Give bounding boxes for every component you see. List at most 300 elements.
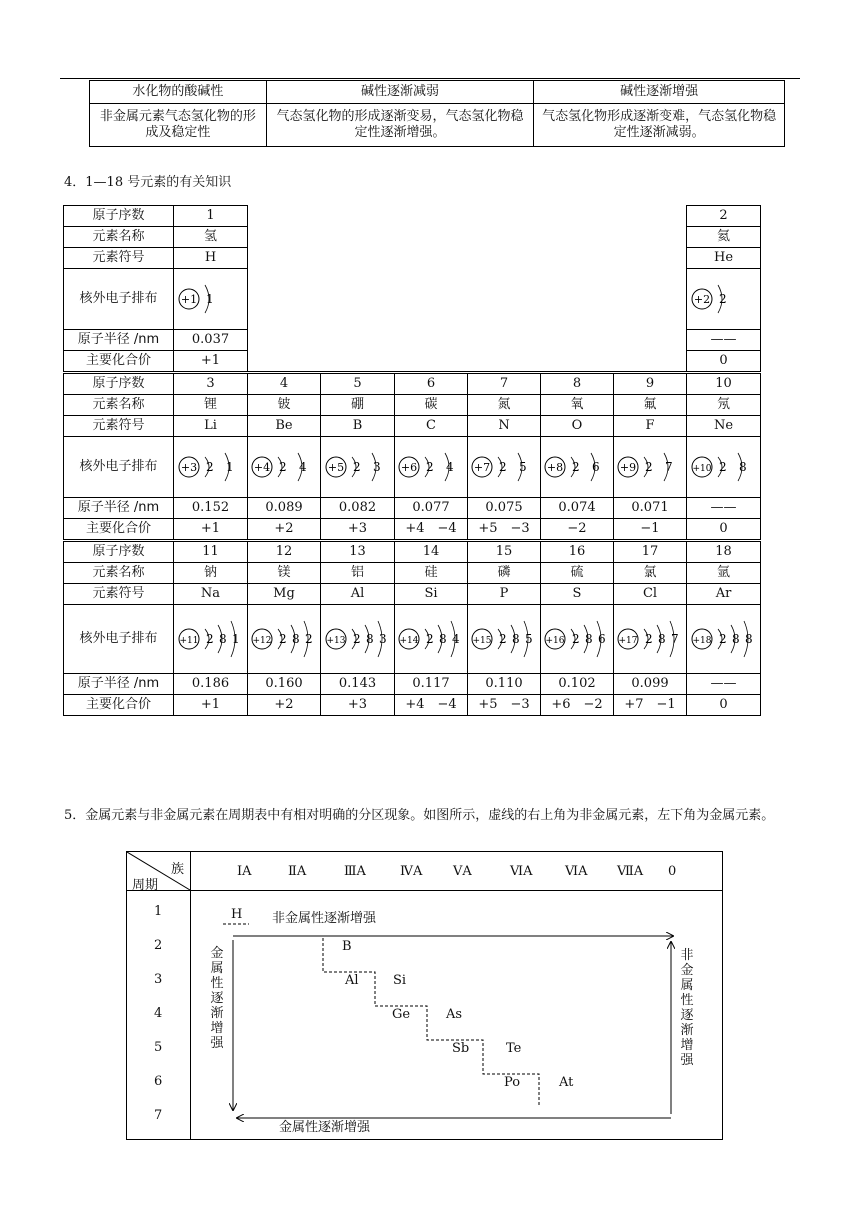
element-Po: Po [504, 1075, 521, 1090]
name-cell: 铝 [321, 563, 395, 584]
period-number: 7 [154, 1108, 163, 1123]
name-cell: 氯 [614, 563, 687, 584]
row-label-config: 核外电子排布 [64, 269, 174, 330]
shell-electron-count: 6 [598, 632, 606, 646]
valence-cell: +1 [174, 519, 248, 541]
group-header: ⅠA [237, 864, 252, 879]
radius-cell: —— [687, 674, 761, 695]
name-cell: 硼 [321, 395, 395, 416]
table-row [64, 227, 761, 248]
shell-electron-count: 2 [572, 632, 580, 646]
shell-electron-count: 3 [372, 460, 381, 474]
table-row [64, 373, 761, 395]
empty-cell [395, 269, 468, 330]
number-cell: 16 [541, 541, 614, 563]
valence-cell: 0 [687, 351, 761, 373]
table-row [64, 519, 761, 541]
table-row [90, 104, 785, 147]
name-cell: 碳 [395, 395, 468, 416]
symbol-cell: C [395, 416, 468, 437]
valence-cell: −2 [541, 519, 614, 541]
radius-cell: 0.075 [468, 498, 541, 519]
empty-cell [468, 269, 541, 330]
shell-electron-count: 2 [718, 292, 727, 306]
table-row [64, 437, 761, 498]
symbol-cell: Cl [614, 584, 687, 605]
shell-electron-count: 1 [205, 292, 214, 306]
nucleus-charge: +6 [400, 461, 418, 474]
radius-cell: 0.071 [614, 498, 687, 519]
number-cell: 4 [248, 373, 321, 395]
electron-config-diagram [616, 438, 684, 496]
electron-config-diagram [324, 610, 392, 668]
symbol-cell: N [468, 416, 541, 437]
valence-cell: +3 [321, 695, 395, 716]
electron-config-diagram [690, 270, 758, 328]
config-cell [687, 437, 761, 498]
empty-cell [614, 227, 687, 248]
empty-cell [395, 330, 468, 351]
valence-cell: +4 −4 [395, 519, 468, 541]
element-H: H [231, 907, 243, 922]
empty-cell [541, 206, 614, 227]
nucleus-charge: +3 [180, 461, 197, 474]
empty-cell [541, 269, 614, 330]
name-cell: 钠 [174, 563, 248, 584]
row-label-symbol: 元素符号 [64, 416, 174, 437]
row-label-radius: 原子半径 /nm [64, 498, 174, 519]
valence-cell: +2 [248, 519, 321, 541]
table-row [64, 584, 761, 605]
symbol-cell: H [174, 248, 248, 269]
config-cell [174, 269, 248, 330]
radius-cell: 0.089 [248, 498, 321, 519]
top-arrow-label: 非金属性逐渐增强 [272, 911, 377, 926]
table-row [64, 330, 761, 351]
table-cell: 气态氢化物的形成逐渐变易，气态氢化物稳定性逐渐增强。 [266, 104, 534, 147]
valence-cell: +5 −3 [468, 695, 541, 716]
config-cell [614, 437, 687, 498]
empty-cell [321, 330, 395, 351]
row-label-symbol: 元素符号 [64, 584, 174, 605]
row-label-valence: 主要化合价 [64, 351, 174, 373]
table-row [90, 81, 785, 104]
symbol-cell: O [541, 416, 614, 437]
table-row [64, 695, 761, 716]
shell-electron-count: 7 [665, 460, 673, 474]
radius-cell: 0.160 [248, 674, 321, 695]
nucleus-charge: +13 [326, 636, 345, 646]
name-cell: 氦 [687, 227, 761, 248]
number-cell: 5 [321, 373, 395, 395]
empty-cell [321, 206, 395, 227]
valence-cell: +1 [174, 351, 248, 373]
element-As: As [446, 1007, 463, 1022]
empty-cell [395, 248, 468, 269]
empty-cell [541, 248, 614, 269]
empty-cell [321, 248, 395, 269]
table-cell: 水化物的酸碱性 [90, 81, 267, 104]
shell-electron-count: 2 [279, 460, 287, 474]
electron-config-diagram [250, 610, 318, 668]
radius-cell: 0.152 [174, 498, 248, 519]
shell-electron-count: 2 [279, 632, 287, 646]
empty-cell [395, 227, 468, 248]
empty-cell [248, 351, 321, 373]
config-cell [248, 605, 321, 674]
empty-cell [541, 351, 614, 373]
table-row [64, 395, 761, 416]
electron-config-diagram [690, 438, 758, 496]
shell-electron-count: 1 [225, 460, 234, 474]
table-cell: 非金属元素气态氢化物的形成及稳定性 [90, 104, 267, 147]
row-label-number: 原子序数 [64, 541, 174, 563]
empty-cell [614, 351, 687, 373]
period-number: 2 [154, 938, 163, 953]
electron-config-diagram [690, 610, 758, 668]
element-B: B [342, 939, 352, 954]
top-table [89, 80, 785, 147]
electron-config-diagram [397, 610, 465, 668]
electron-config-diagram [616, 610, 684, 668]
table-row [64, 498, 761, 519]
nucleus-charge: +2 [693, 293, 710, 306]
table-row [64, 206, 761, 227]
period-number: 5 [154, 1040, 163, 1055]
shell-electron-count: 2 [645, 460, 653, 474]
radius-cell: 0.143 [321, 674, 395, 695]
valence-cell: 0 [687, 695, 761, 716]
number-cell: 7 [468, 373, 541, 395]
table-row [64, 351, 761, 373]
table-row [64, 674, 761, 695]
nucleus-charge: +8 [546, 461, 564, 474]
electron-config-diagram [250, 438, 318, 496]
number-cell: 15 [468, 541, 541, 563]
config-cell [395, 437, 468, 498]
config-cell [541, 605, 614, 674]
shell-electron-count: 2 [499, 632, 507, 646]
shell-electron-count: 1 [231, 632, 240, 646]
table-row [64, 269, 761, 330]
radius-cell: 0.082 [321, 498, 395, 519]
symbol-cell: Al [321, 584, 395, 605]
period-number: 4 [154, 1006, 163, 1021]
number-cell: 6 [395, 373, 468, 395]
name-cell: 硫 [541, 563, 614, 584]
number-cell: 17 [614, 541, 687, 563]
symbol-cell: He [687, 248, 761, 269]
electron-config-diagram [177, 270, 245, 328]
group-header: 0 [668, 864, 677, 879]
row-label-radius: 原子半径 /nm [64, 674, 174, 695]
bottom-arrow-label: 金属性逐渐增强 [279, 1120, 371, 1135]
electron-config-diagram [543, 610, 611, 668]
right-arrow-label: 非金属性逐渐增强 [680, 948, 694, 1068]
radius-cell: 0.037 [174, 330, 248, 351]
element-At: At [559, 1075, 574, 1090]
corner-group-label: 族 [171, 862, 185, 877]
electron-config-diagram [470, 610, 538, 668]
section-5-text: 5．金属元素与非金属元素在周期表中有相对明确的分区现象。如图所示，虚线的右上角为非金属元素，左下角为金属元素。 [64, 808, 775, 823]
radius-cell: 0.186 [174, 674, 248, 695]
empty-cell [468, 248, 541, 269]
name-cell: 硅 [395, 563, 468, 584]
nucleus-charge: +11 [179, 636, 198, 646]
shell-electron-count: 8 [658, 632, 666, 646]
empty-cell [614, 330, 687, 351]
number-cell: 14 [395, 541, 468, 563]
radius-cell: 0.110 [468, 674, 541, 695]
empty-cell [248, 248, 321, 269]
config-cell [687, 605, 761, 674]
name-cell: 铍 [248, 395, 321, 416]
name-cell: 镁 [248, 563, 321, 584]
empty-cell [395, 351, 468, 373]
row-label-number: 原子序数 [64, 373, 174, 395]
table-cell: 碱性逐渐减弱 [266, 81, 534, 104]
name-cell: 氧 [541, 395, 614, 416]
name-cell: 氟 [614, 395, 687, 416]
row-label-valence: 主要化合价 [64, 519, 174, 541]
nucleus-charge: +4 [253, 461, 271, 474]
name-cell: 氩 [687, 563, 761, 584]
shell-electron-count: 8 [218, 632, 227, 646]
shell-electron-count: 2 [718, 632, 727, 646]
element-table [63, 205, 761, 716]
radius-cell: —— [687, 498, 761, 519]
element-Al: Al [345, 973, 359, 988]
element-Si: Si [393, 973, 407, 988]
shell-electron-count: 2 [499, 460, 507, 474]
row-label-name: 元素名称 [64, 227, 174, 248]
period-number: 3 [154, 972, 163, 987]
empty-cell [614, 206, 687, 227]
shell-electron-count: 8 [292, 632, 300, 646]
period-number: 6 [154, 1074, 163, 1089]
nucleus-charge: +15 [472, 636, 492, 646]
shell-electron-count: 2 [305, 632, 313, 646]
electron-config-diagram [543, 438, 611, 496]
empty-cell [395, 206, 468, 227]
radius-cell: 0.117 [395, 674, 468, 695]
empty-cell [468, 351, 541, 373]
valence-cell: +3 [321, 519, 395, 541]
row-label-valence: 主要化合价 [64, 695, 174, 716]
electron-config-diagram [397, 438, 465, 496]
nucleus-charge: +1 [180, 293, 197, 306]
element-Ge: Ge [392, 1007, 411, 1022]
nucleus-charge: +14 [399, 636, 419, 646]
group-header: ⅤA [453, 864, 472, 879]
empty-cell [248, 227, 321, 248]
empty-cell [468, 330, 541, 351]
row-label-name: 元素名称 [64, 563, 174, 584]
number-cell: 18 [687, 541, 761, 563]
header-rule [60, 78, 800, 79]
left-arrow-label: 金属性逐渐增强 [210, 946, 224, 1051]
group-header: ⅥA [510, 864, 533, 879]
symbol-cell: Be [248, 416, 321, 437]
group-header: ⅥA [565, 864, 588, 879]
nucleus-charge: +17 [618, 636, 638, 646]
group-header: ⅢA [344, 864, 366, 879]
shell-electron-count: 2 [205, 632, 214, 646]
symbol-cell: Ne [687, 416, 761, 437]
empty-cell [248, 269, 321, 330]
valence-cell: +1 [174, 695, 248, 716]
number-cell: 9 [614, 373, 687, 395]
radius-cell: 0.102 [541, 674, 614, 695]
row-label-config: 核外电子排布 [64, 437, 174, 498]
valence-cell: +5 −3 [468, 519, 541, 541]
corner-period-label: 周期 [132, 878, 159, 893]
empty-cell [321, 351, 395, 373]
shell-electron-count: 4 [452, 632, 460, 646]
row-label-symbol: 元素符号 [64, 248, 174, 269]
empty-cell [248, 330, 321, 351]
config-cell [248, 437, 321, 498]
config-cell [395, 605, 468, 674]
group-header: ⅡA [288, 864, 307, 879]
shell-electron-count: 5 [525, 632, 533, 646]
nucleus-charge: +10 [692, 464, 711, 474]
table-row [64, 563, 761, 584]
symbol-cell: P [468, 584, 541, 605]
config-cell [687, 269, 761, 330]
symbol-cell: Na [174, 584, 248, 605]
symbol-cell: S [541, 584, 614, 605]
element-Sb: Sb [452, 1041, 470, 1056]
shell-electron-count: 8 [744, 632, 753, 646]
shell-electron-count: 2 [352, 632, 361, 646]
group-header: ⅣA [400, 864, 423, 879]
symbol-cell: Si [395, 584, 468, 605]
radius-cell: —— [687, 330, 761, 351]
shell-electron-count: 2 [645, 632, 653, 646]
config-cell [468, 437, 541, 498]
number-cell: 13 [321, 541, 395, 563]
shell-electron-count: 2 [352, 460, 361, 474]
config-cell [614, 605, 687, 674]
valence-cell: +7 −1 [614, 695, 687, 716]
shell-electron-count: 4 [446, 460, 454, 474]
shell-electron-count: 2 [426, 460, 434, 474]
number-cell: 12 [248, 541, 321, 563]
empty-cell [614, 248, 687, 269]
table-row [64, 605, 761, 674]
shell-electron-count: 2 [572, 460, 580, 474]
number-cell: 8 [541, 373, 614, 395]
symbol-cell: F [614, 416, 687, 437]
name-cell: 磷 [468, 563, 541, 584]
symbol-cell: Ar [687, 584, 761, 605]
empty-cell [541, 227, 614, 248]
shell-electron-count: 8 [439, 632, 447, 646]
config-cell [174, 605, 248, 674]
shell-electron-count: 5 [519, 460, 527, 474]
row-label-config: 核外电子排布 [64, 605, 174, 674]
number-cell: 1 [174, 206, 248, 227]
table-row [64, 248, 761, 269]
shell-electron-count: 2 [426, 632, 434, 646]
symbol-cell: Li [174, 416, 248, 437]
symbol-cell: Mg [248, 584, 321, 605]
number-cell: 2 [687, 206, 761, 227]
number-cell: 3 [174, 373, 248, 395]
nucleus-charge: +12 [252, 636, 272, 646]
name-cell: 锂 [174, 395, 248, 416]
nucleus-charge: +16 [545, 636, 565, 646]
electron-config-diagram [470, 438, 538, 496]
shell-electron-count: 7 [671, 632, 679, 646]
valence-cell: 0 [687, 519, 761, 541]
valence-cell: +6 −2 [541, 695, 614, 716]
radius-cell: 0.077 [395, 498, 468, 519]
radius-cell: 0.074 [541, 498, 614, 519]
config-cell [321, 605, 395, 674]
electron-config-diagram [177, 438, 245, 496]
radius-cell: 0.099 [614, 674, 687, 695]
nucleus-charge: +9 [619, 461, 637, 474]
nucleus-charge: +5 [327, 461, 344, 474]
shell-electron-count: 3 [378, 632, 387, 646]
row-label-number: 原子序数 [64, 206, 174, 227]
shell-electron-count: 8 [365, 632, 374, 646]
valence-cell: +2 [248, 695, 321, 716]
empty-cell [468, 206, 541, 227]
table-cell: 碱性逐渐增强 [534, 81, 785, 104]
empty-cell [614, 269, 687, 330]
name-cell: 氮 [468, 395, 541, 416]
config-cell [541, 437, 614, 498]
valence-cell: +4 −4 [395, 695, 468, 716]
empty-cell [321, 269, 395, 330]
shell-electron-count: 4 [299, 460, 307, 474]
table-row [64, 541, 761, 563]
config-cell [468, 605, 541, 674]
row-label-name: 元素名称 [64, 395, 174, 416]
symbol-cell: B [321, 416, 395, 437]
empty-cell [321, 227, 395, 248]
empty-cell [541, 330, 614, 351]
period-number: 1 [154, 904, 163, 919]
periodic-zone-diagram [126, 851, 723, 1140]
config-cell [174, 437, 248, 498]
row-label-radius: 原子半径 /nm [64, 330, 174, 351]
shell-electron-count: 8 [731, 632, 740, 646]
empty-cell [248, 206, 321, 227]
name-cell: 氢 [174, 227, 248, 248]
number-cell: 10 [687, 373, 761, 395]
shell-electron-count: 8 [585, 632, 593, 646]
shell-electron-count: 8 [738, 460, 747, 474]
group-header: ⅦA [617, 864, 644, 879]
electron-config-diagram [177, 610, 245, 668]
shell-electron-count: 6 [592, 460, 600, 474]
number-cell: 11 [174, 541, 248, 563]
nucleus-charge: +18 [692, 636, 711, 646]
shell-electron-count: 2 [205, 460, 214, 474]
table-row [64, 416, 761, 437]
config-cell [321, 437, 395, 498]
shell-electron-count: 8 [512, 632, 520, 646]
table-cell: 气态氢化物形成逐渐变难，气态氢化物稳定性逐渐减弱。 [534, 104, 785, 147]
name-cell: 氖 [687, 395, 761, 416]
element-Te: Te [506, 1041, 522, 1056]
electron-config-diagram [324, 438, 392, 496]
valence-cell: −1 [614, 519, 687, 541]
